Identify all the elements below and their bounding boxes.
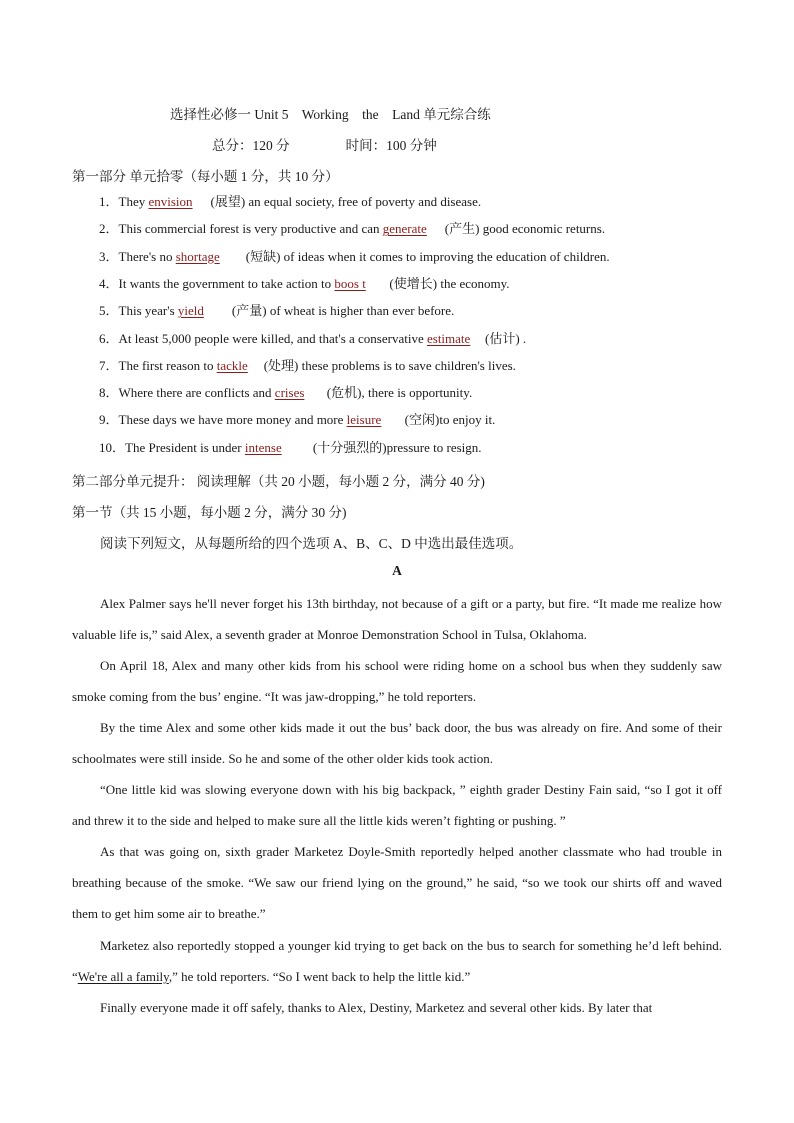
item-hint: (展望) [210, 194, 246, 209]
paragraph-6-tail: ,” he told reporters. “So I went back to help the little kid.” [168, 969, 471, 984]
item-answer: envision [148, 194, 193, 209]
item-hint: (使增长) [389, 275, 438, 291]
item-hint: (估计) [484, 330, 520, 346]
part1-item [99, 355, 516, 374]
exam-time: 时间：100 分钟 [345, 138, 437, 153]
item-hint: (危机) [326, 385, 362, 401]
item-answer: leisure [346, 412, 382, 428]
item-hint: (短缺) [245, 248, 281, 264]
part1-item [99, 273, 510, 292]
item-text-before: This year's [118, 303, 178, 319]
paragraph-6 [72, 930, 722, 992]
item-number: 6． [99, 330, 119, 346]
item-answer: shortage [175, 248, 220, 264]
item-answer: generate [382, 221, 427, 237]
item-answer: boos t [334, 275, 366, 291]
item-text-after: to enjoy it. [439, 412, 496, 428]
item-answer: crises [274, 385, 305, 401]
item-number: 8． [99, 385, 119, 401]
item-text-after: of ideas when it comes to improving the education of children. [280, 248, 610, 264]
part1-item [99, 246, 610, 265]
score-time-line [212, 134, 437, 154]
item-text-before: It wants the government to take action to [118, 275, 335, 291]
underlined-phrase: We're all a family [77, 969, 169, 984]
part1-item [99, 191, 481, 210]
instructions: 阅读下列短文，从每题所给的四个选项 A、B、C、D 中选出最佳选项。 [100, 536, 523, 551]
paragraph-5: As that was going on, sixth grader Marketez Doyle-Smith reportedly helped another classmate who had trouble in breathing because of the smoke. “We saw our friend lying on the ground,” he said, “so we took our shirts off and waved them to get him some air to breathe.” [72, 844, 722, 921]
item-number: 1． [99, 194, 119, 209]
item-text-after: these problems is to save children's lives. [298, 357, 516, 373]
item-number: 7． [99, 357, 119, 373]
paragraph-7: Finally everyone made it off safely, thanks to Alex, Destiny, Marketez and several other kids. By later that [100, 1000, 653, 1015]
item-text-after: the economy. [437, 275, 510, 291]
item-number: 9． [99, 412, 119, 428]
item-text-after: pressure to resign. [386, 439, 482, 455]
item-answer: intense [244, 439, 282, 455]
part1-item [99, 300, 454, 319]
item-text-before: The first reason to [118, 357, 217, 373]
part2-heading: 第二部分单元提升： 阅读理解（共 20 小题，每小题 2 分，满分 40 分) [72, 474, 485, 489]
item-text-after: of wheat is higher than ever before. [266, 303, 455, 319]
item-text-before: There's no [118, 248, 176, 264]
part1-item [99, 437, 482, 456]
passage-label: A [392, 563, 402, 578]
item-hint: (产量) [231, 303, 267, 319]
part1-item [99, 382, 472, 401]
item-answer: estimate [426, 330, 471, 346]
item-text-after: an equal society, free of poverty and disease. [245, 194, 482, 209]
item-text-after: . [519, 330, 527, 346]
item-text-before: The President is under [125, 439, 245, 455]
item-answer: yield [177, 303, 204, 319]
section1-heading: 第一节（共 15 小题，每小题 2 分，满分 30 分) [72, 505, 347, 520]
item-text-after: good economic returns. [479, 221, 606, 237]
item-hint: (产生) [444, 221, 480, 237]
item-number: 5． [99, 303, 119, 319]
item-text-before: Where there are conflicts and [118, 385, 275, 401]
part1-item [99, 218, 605, 237]
item-hint: (处理) [263, 357, 299, 373]
paragraph-3: By the time Alex and some other kids made it out the bus’ back door, the bus was already on fire. And some of their schoolmates were still inside. So he and some of the other older kids took action. [72, 720, 722, 766]
item-number: 10． [99, 439, 126, 455]
item-text-before: At least 5,000 people were killed, and that's a conservative [118, 330, 427, 346]
item-text-after: , there is opportunity. [361, 385, 473, 401]
paragraph-1: Alex Palmer says he'll never forget his 13th birthday, not because of a gift or a party, but fire. “It made me realize how valuable life is,” said Alex, a seventh grader at Monroe Demonstration School in Tulsa, Oklahoma. [72, 596, 722, 642]
paragraph-2: On April 18, Alex and many other kids from his school were riding home on a school bus when they suddenly saw smoke coming from the bus’ engine. “It was jaw-dropping,” he told reporters. [72, 658, 722, 704]
part1-heading: 第一部分 单元拾零（每小题 1 分，共 10 分） [72, 169, 339, 184]
item-number: 3． [99, 248, 119, 264]
item-hint: (十分强烈的) [312, 439, 387, 455]
item-text-before: This commercial forest is very productive and can [118, 221, 383, 237]
item-number: 2． [99, 221, 119, 237]
item-text-before: These days we have more money and more [118, 412, 347, 428]
part1-item [99, 409, 495, 428]
item-answer: tackle [216, 357, 248, 373]
item-number: 4． [99, 275, 119, 291]
item-text-before: They [118, 194, 149, 209]
document-title: 选择性必修一 Unit 5 Working the Land 单元综合练 [170, 107, 491, 122]
item-hint: (空闲) [404, 412, 440, 428]
paragraph-6-text: Marketez also reportedly stopped a younger kid trying to get back on the bus to search for something he’d left behind. “ [72, 938, 722, 984]
paragraph-4: “One little kid was slowing everyone down with his big backpack, ” eighth grader Destiny Fain said, “so I got it off and threw it to the side and helped to make sure all the little kids weren’t fighting or pushing. ” [72, 782, 722, 828]
total-score: 总分：120 分 [212, 138, 290, 153]
part1-item [99, 328, 526, 347]
